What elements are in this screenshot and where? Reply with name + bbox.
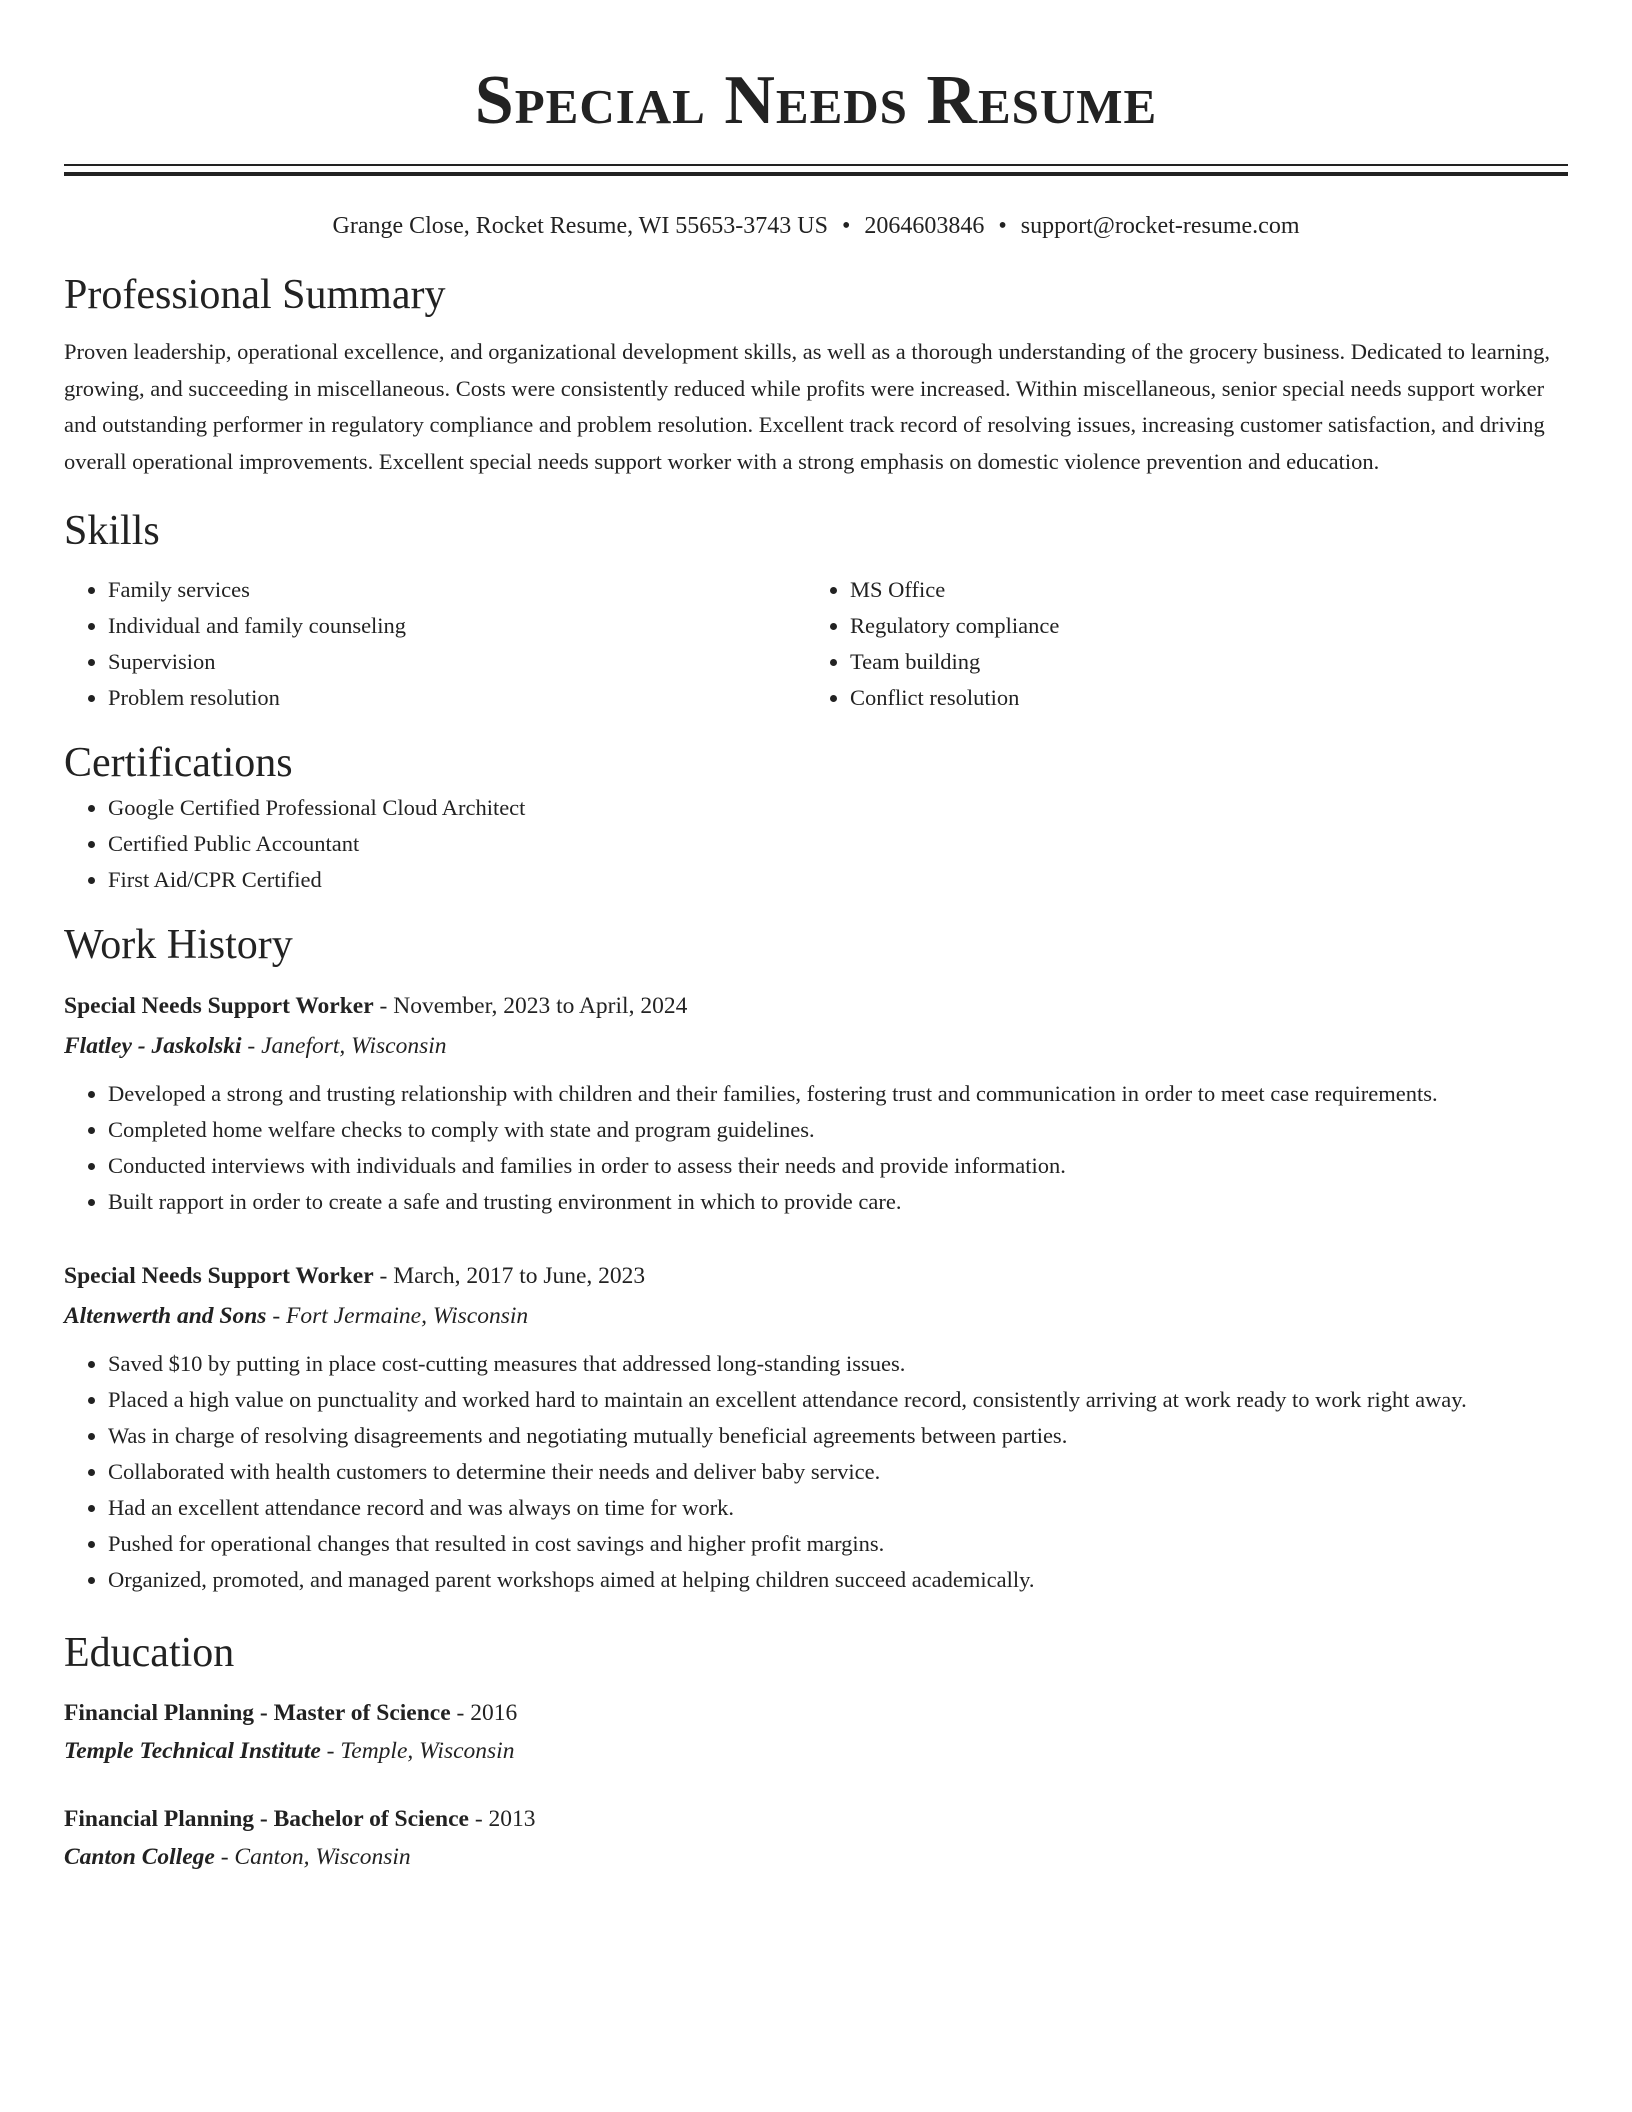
education-school: Canton College <box>64 1844 215 1870</box>
skills-column-left <box>64 572 806 716</box>
certification-item: • Certified Public Accountant <box>108 826 1568 862</box>
job-duty: • Organized, promoted, and managed parent workshops aimed at helping children succeed academically. <box>108 1562 1568 1598</box>
job-employer-line <box>64 1026 1568 1066</box>
job-dates: - March, 2017 to June, 2023 <box>373 1263 646 1289</box>
skill-item: • Regulatory compliance <box>850 608 1548 644</box>
skills-list-right <box>806 572 1548 716</box>
education-entry <box>64 1694 1568 1770</box>
skill-item: • Individual and family counseling <box>108 608 806 644</box>
skill-item: • Supervision <box>108 644 806 680</box>
title-divider-thick <box>64 172 1568 176</box>
skills-grid <box>64 572 1568 716</box>
education-year: - 2016 <box>450 1700 518 1726</box>
job-dates: - November, 2023 to April, 2024 <box>373 993 688 1019</box>
resume-title: Special Needs Resume <box>474 62 1158 139</box>
job-duty: • Conducted interviews with individuals and families in order to assess their needs and provide information. <box>108 1148 1568 1184</box>
job-duty: • Completed home welfare checks to comply with state and program guidelines. <box>108 1112 1568 1148</box>
skills-list-left <box>64 572 806 716</box>
education-degree-line <box>64 1800 1568 1838</box>
skill-item: • Team building <box>850 644 1548 680</box>
job-duties-list <box>64 1346 1568 1598</box>
job-duty: • Placed a high value on punctuality and worked hard to maintain an excellent attendance record, consistently arriving at work ready to work right away. <box>108 1382 1568 1418</box>
education-degree: Financial Planning - Master of Science <box>64 1700 451 1726</box>
education-degree-line <box>64 1694 1568 1732</box>
contact-address: Grange Close, Rocket Resume, WI 55653-3743 US <box>332 213 828 239</box>
certification-item: • Google Certified Professional Cloud Architect <box>108 790 1568 826</box>
contact-info <box>64 210 1568 242</box>
job-duty: • Built rapport in order to create a safe and trusting environment in which to provide care. <box>108 1184 1568 1220</box>
contact-email: support@rocket-resume.com <box>1020 213 1300 239</box>
job-duty: • Collaborated with health customers to determine their needs and deliver baby service. <box>108 1454 1568 1490</box>
job-title: Special Needs Support Worker <box>64 1263 374 1289</box>
education-heading: Education <box>64 1630 235 1676</box>
contact-separator: • <box>998 213 1007 239</box>
job-duties-list <box>64 1076 1568 1220</box>
job-duty: • Had an excellent attendance record and was always on time for work. <box>108 1490 1568 1526</box>
education-year: - 2013 <box>468 1806 536 1832</box>
skill-item: • Family services <box>108 572 806 608</box>
skill-item: • Conflict resolution <box>850 680 1548 716</box>
job-title: Special Needs Support Worker <box>64 993 374 1019</box>
job-duty: • Developed a strong and trusting relationship with children and their families, fostering trust and communication in order to meet case requirements. <box>108 1076 1568 1112</box>
job-title-line <box>64 986 1568 1026</box>
education-entry <box>64 1800 1568 1876</box>
skills-heading: Skills <box>64 508 160 554</box>
job-duty: • Saved $10 by putting in place cost-cutting measures that addressed long-standing issues. <box>108 1346 1568 1382</box>
work-history-heading: Work History <box>64 922 293 968</box>
certifications-heading: Certifications <box>64 740 293 786</box>
education-location: - Canton, Wisconsin <box>214 1844 411 1870</box>
job-entry <box>64 986 1568 1220</box>
education-school: Temple Technical Institute <box>64 1738 321 1764</box>
skill-item: • MS Office <box>850 572 1548 608</box>
job-duty: • Pushed for operational changes that resulted in cost savings and higher profit margins. <box>108 1526 1568 1562</box>
job-location: - Janefort, Wisconsin <box>241 1033 447 1059</box>
title-divider-thin <box>64 164 1568 166</box>
job-employer: Altenwerth and Sons <box>64 1303 267 1329</box>
skills-column-right <box>806 572 1548 716</box>
certification-item: • First Aid/CPR Certified <box>108 862 1568 898</box>
job-duty: • Was in charge of resolving disagreements and negotiating mutually beneficial agreements between parties. <box>108 1418 1568 1454</box>
education-school-line <box>64 1838 1568 1876</box>
summary-text: Proven leadership, operational excellence, and organizational development skills, as well as a thorough understanding of the grocery business. Dedicated to learning, growing, and succeeding in miscellaneous. Costs were consistently reduced while profits were increased. Within miscellaneous, senior special needs support worker and outstanding performer in regulatory compliance and problem resolution. Excellent track record of resolving issues, increasing customer satisfaction, and driving overall operational improvements. Excellent special needs support worker with a strong emphasis on domestic violence prevention and education. <box>64 339 1550 474</box>
education-school-line <box>64 1732 1568 1770</box>
education-degree: Financial Planning - Bachelor of Science <box>64 1806 469 1832</box>
skill-item: • Problem resolution <box>108 680 806 716</box>
job-title-line <box>64 1256 1568 1296</box>
certifications-list <box>64 790 1568 898</box>
job-employer: Flatley - Jaskolski <box>64 1033 242 1059</box>
education-location: - Temple, Wisconsin <box>320 1738 515 1764</box>
contact-phone: 2064603846 <box>864 213 985 239</box>
job-entry <box>64 1256 1568 1598</box>
contact-separator: • <box>841 213 851 239</box>
job-location: - Fort Jermaine, Wisconsin <box>266 1303 529 1329</box>
job-employer-line <box>64 1296 1568 1336</box>
summary-heading: Professional Summary <box>64 272 446 318</box>
